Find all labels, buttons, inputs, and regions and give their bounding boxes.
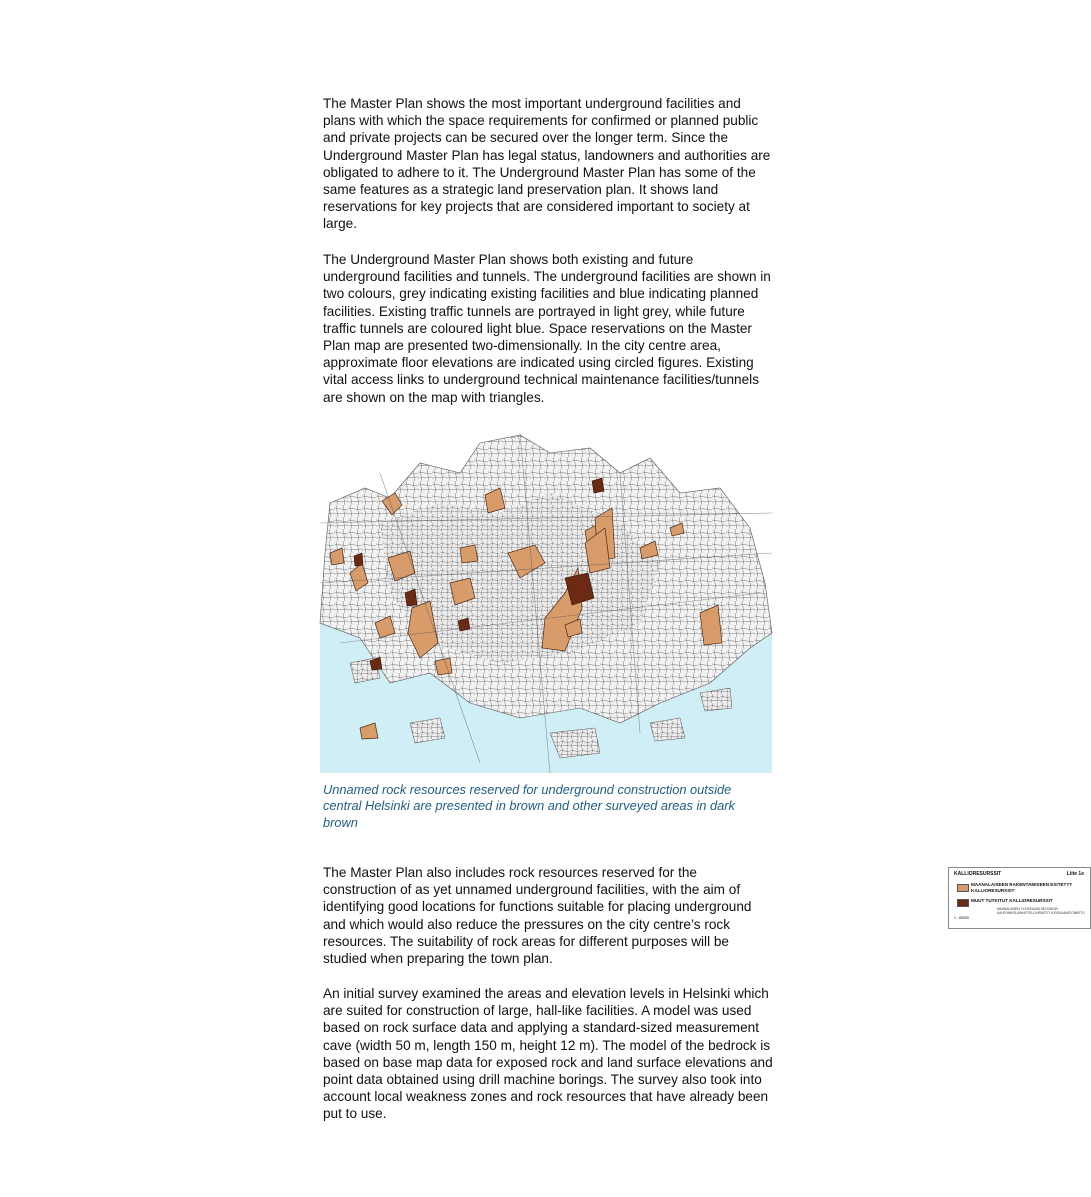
legend-swatch-reserved xyxy=(957,884,969,892)
paragraph-3: The Master Plan also includes rock resources reserved for the construction of as yet unnamed underground facilities, with the aim of identifying good locations for functions suitable for placing underground and which would also reduce the pressures on the city centre’s rock resources. The suitability of rock areas for different purposes will be studied when preparing the town plan. xyxy=(323,865,752,967)
figure-caption: Unnamed rock resources reserved for underground construction outside central Helsinki are presented in brown and other surveyed areas in dark brown xyxy=(323,782,735,830)
paragraph-1: The Master Plan shows the most important underground facilities and plans with which the space requirements for confirmed or planned public and private projects can be secured over the longer term. Since the Underground Master Plan has legal status, landowners and authorities are obligated to adhere to it. The Underground Master Plan has some of the same features as a strategic land preservation plan. It shows land reservations for key projects that are considered important to society at large. xyxy=(323,96,771,232)
map-legend xyxy=(948,867,1091,929)
legend-sheet-label: Liite 1e xyxy=(1066,871,1084,877)
legend-note: MAANALAINEN YLEISKAAVA HELSINGIN KAUPUNKISUUNNITTELUVIRASTO YLEISKAAVATOIMISTO xyxy=(997,907,1085,915)
legend-scale: 1 : 80000 xyxy=(954,916,969,920)
legend-item-surveyed: MUUT TUTKITUT KALLIORESURSSIT xyxy=(971,898,1053,903)
legend-swatch-surveyed xyxy=(957,899,969,907)
legend-item-reserved: MAANALAISEEN RAKENTAMISEEN ESITETYT KALLIORESURSSIT xyxy=(971,882,1073,893)
paragraph-4: An initial survey examined the areas and elevation levels in Helsinki which are suited for construction of large, hall-like facilities. A model was used based on rock surface data and applying a standard-sized measurement cave (width 50 m, length 150 m, height 12 m). The model of the bedrock is based on base map data for exposed rock and land surface elevations and point data obtained using drill machine borings. The survey also took into account local weakness zones and rock resources that have already been put to use. xyxy=(323,986,773,1122)
legend-title: KALLIORESURSSIT xyxy=(954,871,1002,877)
paragraph-2: The Underground Master Plan shows both existing and future underground facilities and tunnels. The underground facilities are shown in two colours, grey indicating existing facilities and blue indicating planned facilities. Existing traffic tunnels are portrayed in light grey, while future traffic tunnels are coloured light blue. Space reservations on the Master Plan map are presented two-dimensionally. In the city centre area, approximate floor elevations are indicated using circled figures. Existing vital access links to underground technical maintenance facilities/tunnels are shown on the map with triangles. xyxy=(323,252,771,405)
